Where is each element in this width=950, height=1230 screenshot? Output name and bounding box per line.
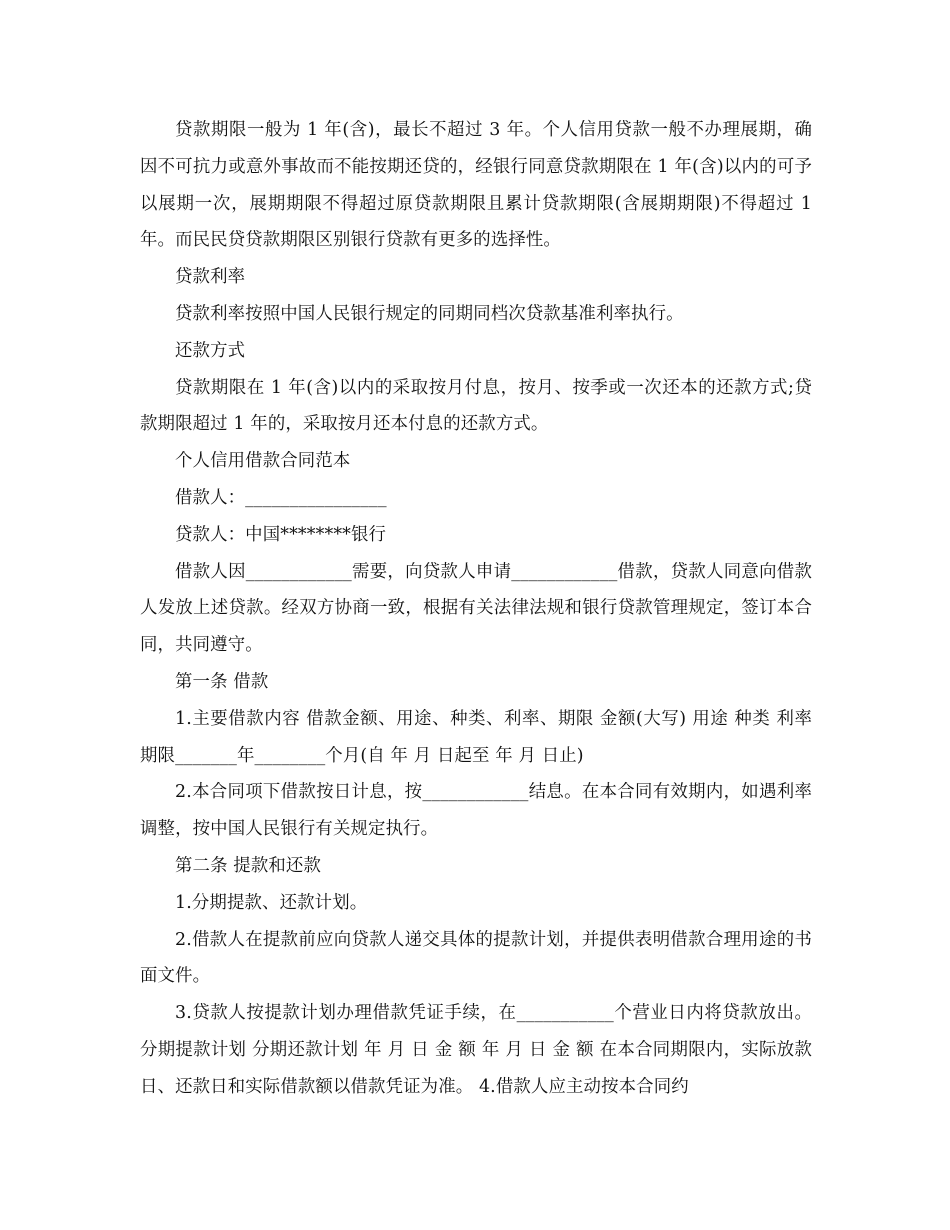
paragraph-repayment-method: 贷款期限在 1 年(含)以内的采取按月付息，按月、按季或一次还本的还款方式;贷款期限超过 1 年的，采取按月还本付息的还款方式。 [140,377,812,435]
heading-repayment-method: 还款方式 [175,340,246,361]
paragraph-contract-preamble: 借款人因____________需要，向贷款人申请____________借款，贷款人同意向借款人发放上述贷款。经双方协商一致，根据有关法律法规和银行贷款管理规定，签订本合同，共同遵守。 [140,561,812,656]
heading-article-1: 第一条 借款 [175,671,269,692]
heading-loan-rate: 贷款利率 [175,267,246,288]
paragraph-loan-term: 贷款期限一般为 1 年(含)，最长不超过 3 年。个人信用贷款一般不办理展期，确因不可抗力或意外事故而不能按期还贷的，经银行同意贷款期限在 1 年(含)以内的可予以展期一次，展期期限不得超过原贷款期限且累计贷款期限(含展期期限)不得超过 1 年。而民民贷贷款期限区别银行贷款有更多的选择性。 [140,120,812,251]
clause-2-3: 3.贷款人按提款计划办理借款凭证手续，在___________个营业日内将贷款放出。 分期提款计划 分期还款计划 年 月 日 金 额 年 月 日 金 额 在本合同期限内，实际放款日、还款日和实际借款额以借款凭证为准。 4.借款人应主动按本合同约 [140,1003,812,1097]
heading-contract-template: 个人信用借款合同范本 [175,451,351,472]
heading-article-2: 第二条 提款和还款 [175,855,322,876]
paragraph-loan-rate: 贷款利率按照中国人民银行规定的同期同档次贷款基准利率执行。 [175,303,684,324]
field-lender: 贷款人：中国********银行 [175,524,387,545]
clause-2-2: 2.借款人在提款前应向贷款人递交具体的提款计划，并提供表明借款合理用途的书面文件。 [140,929,812,987]
clause-2-1: 1.分期提款、还款计划。 [175,892,368,913]
clause-1-1: 1.主要借款内容 借款金额、用途、种类、利率、期限 金额(大写) 用途 种类 利率 期限_______年________个月(自 年 月 日起至 年 月 日止) [140,708,812,766]
clause-1-2: 2.本合同项下借款按日计息，按____________结息。在本合同有效期内，如遇利率调整，按中国人民银行有关规定执行。 [140,782,812,840]
document-body [140,112,812,1106]
field-borrower: 借款人：________________ [175,487,387,508]
